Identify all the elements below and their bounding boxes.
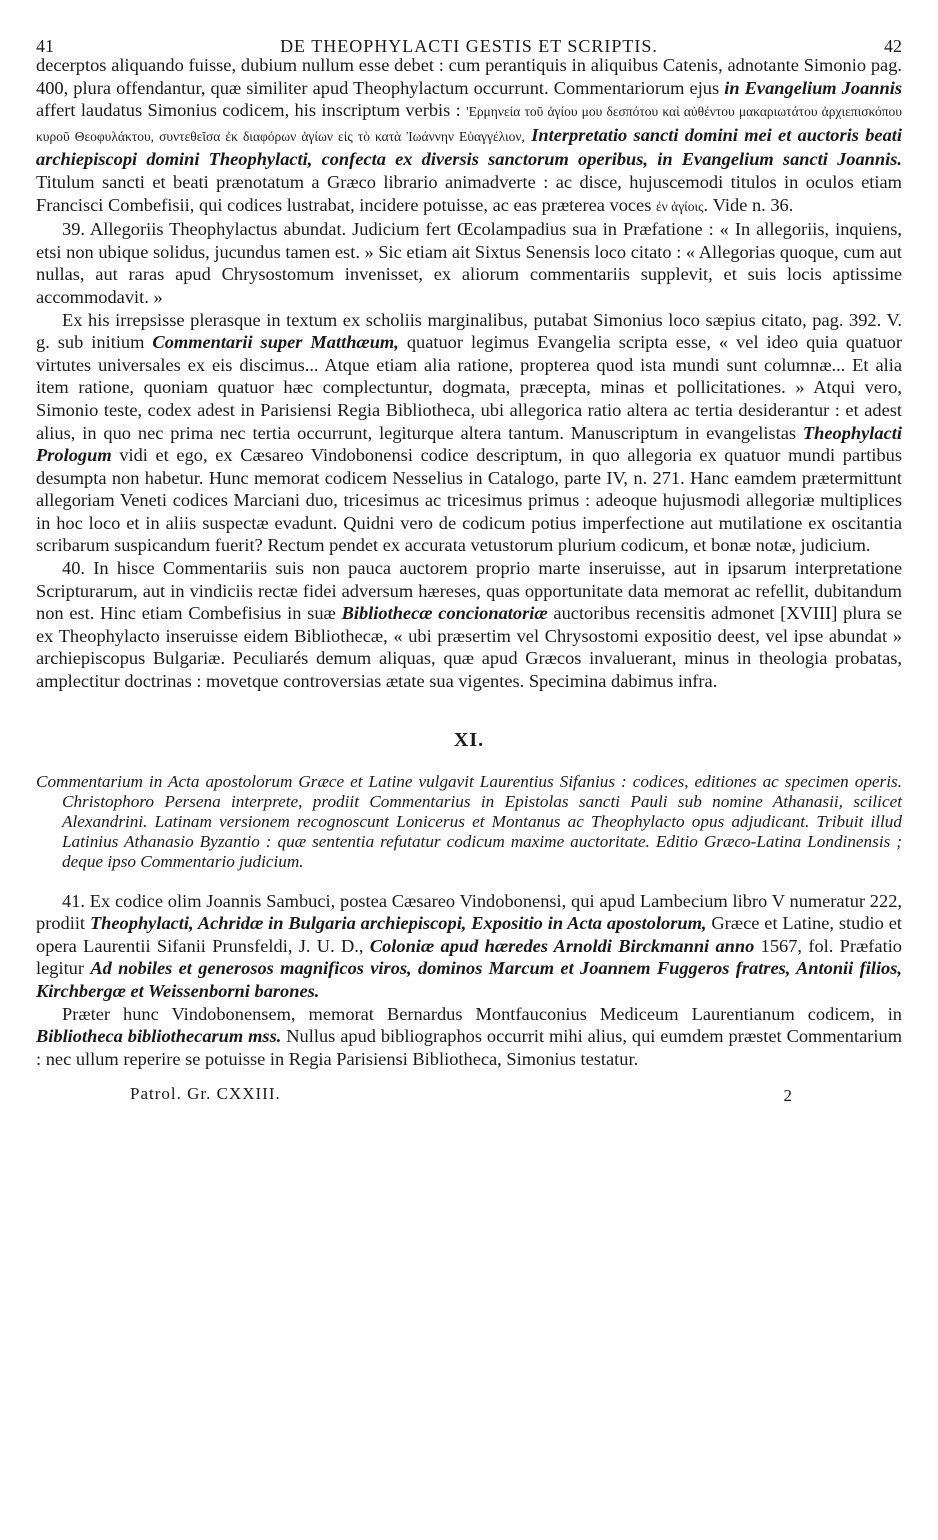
text-run: Titulum bbox=[36, 171, 103, 192]
text-run: Præter hunc Vindobonensem, memorat Bernardus Montfauconius Mediceum Laurentianum codicem, in bbox=[62, 1003, 902, 1024]
text-run: Ex his irrepsisse plerasque in textum ex scholiis marginalibus, putabat Simonius loco sæpius citato, pag. 392. V. g. sub initium bbox=[36, 309, 902, 353]
text-run: Nullus apud bibliographos occurrit mihi alius, qui eumdem præstet bbox=[281, 1026, 787, 1047]
document-page bbox=[36, 30, 902, 1114]
text-run: decerptos aliquando fuisse, dubium nullum esse debet : cum perantiquis in aliquibus Catenis, adnotante Simonio pag. 400, plura offendantur, quæ similiter apud Theophylactum occurrunt. Commentariorum ejus bbox=[36, 55, 902, 98]
paragraph-40 bbox=[36, 557, 902, 693]
text-run: in Evangelium Joannis bbox=[724, 77, 902, 98]
text-run: sancti bbox=[102, 171, 145, 192]
text-run: Græce et Latine, studio et opera Laurentii Sifanii Prunsfeldi, J. U. D., bbox=[36, 913, 903, 956]
text-run: 41. Ex codice olim Joannis Sambuci, postea Cæsareo Vindobonensi, qui apud Lambecium libro V numeratur 222, prodiit bbox=[36, 890, 902, 934]
text-run: ἐν ἁγίοις bbox=[655, 198, 704, 214]
running-title: DE THEOPHYLACTI GESTIS ET SCRIPTIS. bbox=[280, 36, 658, 56]
paragraph-39 bbox=[36, 218, 902, 308]
text-run: Commentarium bbox=[786, 1026, 902, 1047]
section-text bbox=[36, 890, 902, 1071]
text-run: Bibliothecæ concionatoriæ bbox=[341, 603, 548, 624]
sheet-number: 2 bbox=[783, 1086, 792, 1106]
text-run: Bibliotheca bibliothecarum mss. bbox=[36, 1026, 282, 1047]
text-run: Theophylacti Prologum bbox=[36, 422, 902, 466]
text-run: auctoribus recensitis admonet [XVIII] plura se ex Theophylacto inseruisse eidem Bibliothecæ, « ubi præsertim vel Chrysostomi expositio deest, vel ipse abundat » archiepiscopus Bulgariæ. Peculiarés demum aliquas, quæ apud Græcos invaluerant, minus in theologia probatas, amplectitur doctrinas : movetque controversias ætate sua vigentes. Specimina dabimus infra. bbox=[36, 603, 903, 692]
text-run: quatuor legimus Evangelia scripta esse, « vel ideo quia quatuor virtutes universales ex eis discimus... Atque etiam alia ratione, propterea quod ista mundi sunt columnæ... Et alia item ratione, quoniam quatuor hæc complectuntur, dogmata, præcepta, minas et pollicitationes. » Atqui vero, Simonio teste, codex adest in Parisiensi Regia Bibliotheca, ubi allegorica ratio altera ac tertia desiderantur : et adest alius, in quo nec prima nec tertia occurrunt, legiturque altera tantum. Manuscriptum in evangelistas bbox=[36, 332, 902, 443]
text-run: . Vide n. 36. bbox=[703, 194, 794, 215]
paragraph-continuation bbox=[36, 54, 902, 218]
signature-mark: Patrol. Gr. CXXIII. bbox=[130, 1084, 281, 1104]
section-heading: XI. bbox=[453, 728, 485, 751]
text-run: 40. In hisce Commentariis suis non pauca auctorem proprio marte inseruisse, aut in ipsarum interpretatione Scripturarum, aut in vindiciis rectæ fidei adversum hæreses, quas opportunitate data memorat ac refellit, dubitandum non est. Hinc etiam Combefisius in suæ bbox=[36, 558, 902, 624]
paragraph-41 bbox=[36, 890, 902, 1003]
running-header bbox=[36, 30, 902, 54]
text-run: Interpretatio sancti domini mei et auctoris beati archiepiscopi domini Theophylacti, confecta ex diversis sanctorum operibus, in Evangelium sancti Joannis. bbox=[36, 124, 902, 170]
paragraph-41-continued bbox=[36, 1003, 902, 1071]
text-run: affert laudatus Simonius codicem, his inscriptum verbis : bbox=[36, 100, 467, 121]
text-run: Commentarii super Matthæum, bbox=[152, 332, 399, 353]
text-run: Coloniæ apud hæredes Arnoldi Birckmanni anno bbox=[369, 935, 755, 956]
text-run: : nec ullum reperire se potuisse in Regia Parisiensi Bibliotheca, Simonius testatur. bbox=[36, 1048, 639, 1069]
text-run: vidi et ego, ex Cæsareo Vindobonensi codice descriptum, in quo allegoria ex quatuor mundi partibus desumpta non habetur. Hunc memorat codicem Nesselius in Catalogo, parte IV, n. 271. Hanc eamdem prætermittunt allegoriam Veneti codices Marciani duo, tricesimus ac tricesimus primus : adeoque hujusmodi allegoriæ multiplices in hoc loco et in aliis suspectæ evadunt. Quidni vero de codicum potius imperfectione aut mutilatione ex oscitantia scribarum suspicandum fuerit? Rectum pendet ex accurata vetustorum plurium codicum, et bonæ notæ, judicium. bbox=[36, 445, 902, 556]
text-run: et bbox=[144, 171, 173, 192]
page-number-left: 41 bbox=[36, 36, 54, 56]
text-run: 'Ερμηνεία τοῦ ἁγίου μου δεσπότου καὶ αὐθέντου μακαριωτάτου ἀρχιεπισκόπου κυροῦ Θεοφυλάκτου, συντεθεῖσα ἐκ διαφόρων ἁγίων εἰς τὸ κατὰ Ἰωάννην Εὐαγγέλιον, bbox=[36, 104, 902, 144]
text-run: 1567, fol. Præfatio legitur bbox=[36, 935, 902, 979]
text-run: prænotatum a Græco librario animadverte : ac disce, hujuscemodi titulos in oculos etiam Francisci Combefisii, qui codices lustrabat, incidere potuisse, ac eas præterea voces bbox=[36, 171, 902, 215]
text-run: beati bbox=[173, 171, 209, 192]
text-run: 39. Allegoriis Theophylactus abundat. Judicium fert Œcolampadius sua in Præfatione : « In allegoriis, inquiens, etsi non ubique solidus, jucundus tamen est. » Sic etiam ait Sixtus Senensis loco citato : « Allegorias quoque, cum aut nullas, aut raras apud Chrysostomum invenisset, ex aliorum commentariis supplevit, et suis locis aptissime accommodavit. » bbox=[36, 219, 902, 307]
paragraph-39-continued bbox=[36, 309, 902, 558]
text-run: Theophylacti, Achridæ in Bulgaria archiepiscopi, Expositio in Acta apostolorum, bbox=[89, 913, 707, 934]
page-footer bbox=[36, 1084, 902, 1114]
main-text bbox=[36, 54, 902, 693]
page-number-right: 42 bbox=[884, 36, 902, 56]
section-summary: Commentarium in Acta apostolorum Græce et Latine vulgavit Laurentius Sifanius : codices, editiones ac specimen operis. Christophoro Persena interprete, prodiit Commentarius in Epistolas sancti Pauli sub nomine Athanasii, scilicet Alexandrini. Latinam versionem recognoscunt Lonicerus et Montanus ac Theophylacto opus adjudicant. Tribuit illud Latinius Athanasio Byzantio : quæ sententia refutatur codicum maxime auctoritate. Editio Græco-Latina Londinensis ; deque ipso Commentario judicium. bbox=[36, 771, 902, 871]
text-run: Ad nobiles et generosos magnificos viros, dominos Marcum et Joannem Fuggeros fratres, Antonii filios, Kirchbergæ et Weissenborni barones. bbox=[36, 958, 902, 1001]
